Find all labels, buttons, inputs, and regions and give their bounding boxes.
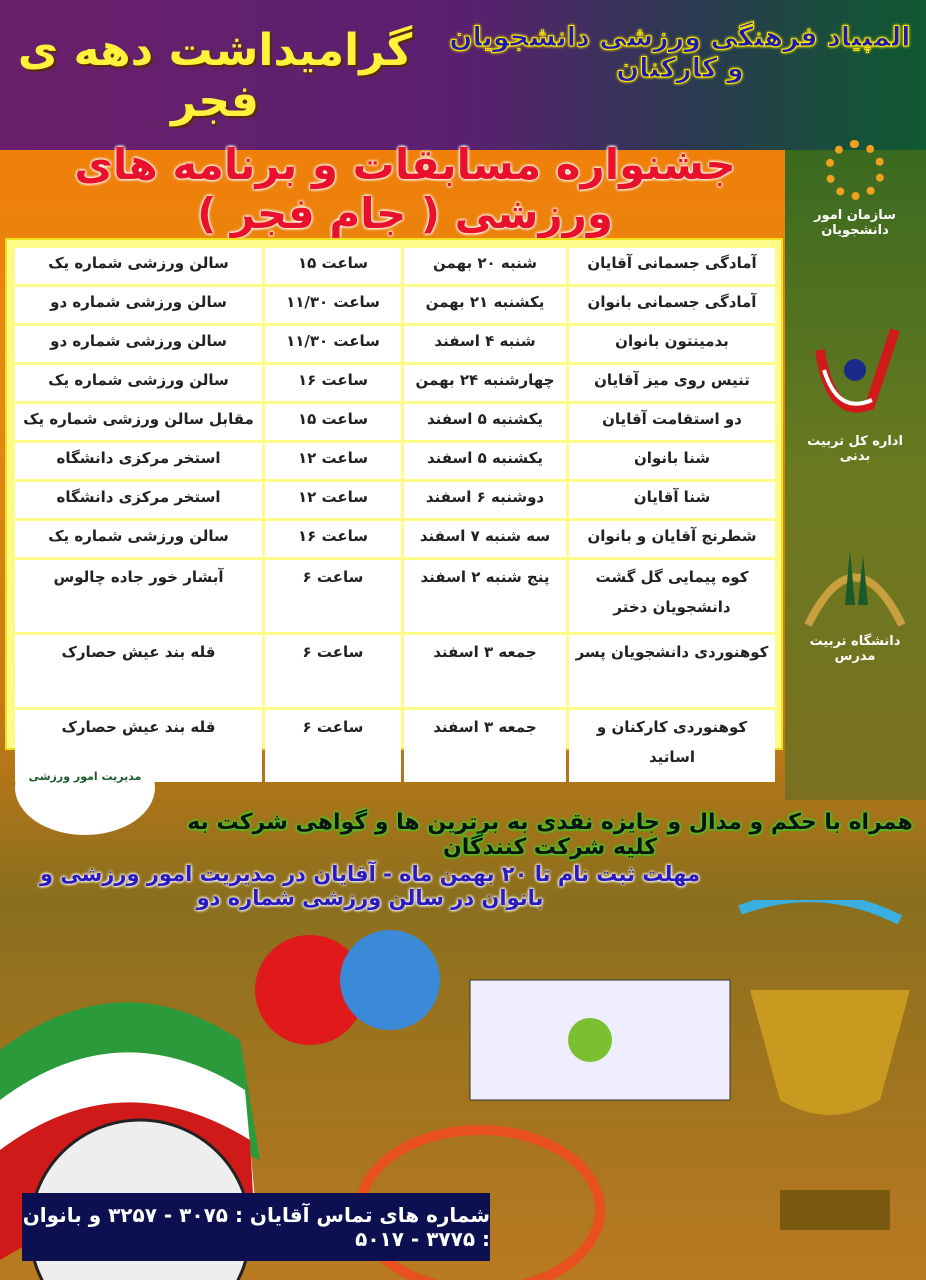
cell-place: قله بند عیش حصارک [15,710,262,782]
schedule-table [5,238,783,766]
cell-place: سالن ورزشی شماره یک [15,248,262,284]
cell-event: کوهنوردی کارکنان و اساتید [569,710,775,782]
fajr-title: گرامیداشت دهه ی فجر [17,25,413,127]
phys-ed-label: اداره کل تربیت بدنی [807,434,903,464]
cell-time: ساعت ۱۵ [265,404,401,440]
cell-date: جمعه ۳ اسفند [404,710,566,782]
cell-time: ساعت ۶ [265,635,401,707]
students-org-logo [790,140,920,238]
logo-column-background [785,150,926,800]
cell-event: بدمینتون بانوان [569,326,775,362]
cell-event: شنا بانوان [569,443,775,479]
table-row [15,482,775,518]
cell-date: سه شنبه ۷ اسفند [404,521,566,557]
cell-time: ساعت ۱۲ [265,482,401,518]
cell-time: ساعت ۶ [265,560,401,632]
tennis-ball-icon [568,1018,612,1062]
ping-pong-paddle-blue-icon [340,930,440,1030]
table-row [15,287,775,323]
contact-numbers: شماره های تماس آقایان : ۳۰۷۵ - ۳۲۵۷ و بانوان : ۳۷۷۵ - ۵۰۱۷ [22,1193,490,1261]
table-row [15,521,775,557]
table-row [15,365,775,401]
table-row [15,404,775,440]
table-row [15,248,775,284]
cell-time: ساعت ۱۲ [265,443,401,479]
cell-place: استخر مرکزی دانشگاه [15,482,262,518]
university-label: دانشگاه تربیت مدرس [809,634,901,664]
cell-event: دو استقامت آقایان [569,404,775,440]
university-emblem-icon [800,530,910,630]
cell-date: یکشنبه ۵ اسفند [404,443,566,479]
cell-date: شنبه ۲۰ بهمن [404,248,566,284]
phys-ed-emblem-icon [810,320,900,430]
cell-event: شنا آقایان [569,482,775,518]
cell-time: ساعت ۱۶ [265,521,401,557]
sports-mgmt-label: مدیریت امور ورزشی [28,770,142,783]
cell-place: مقابل سالن ورزشی شماره یک [15,404,262,440]
festival-title: جشنواره مسابقات و برنامه های ورزشی ( جام فجر ) [74,140,736,238]
cell-time: ساعت ۱۱/۳۰ [265,287,401,323]
cell-event: آمادگی جسمانی آقایان [569,248,775,284]
cell-event: آمادگی جسمانی بانوان [569,287,775,323]
cell-event: تنیس روی میز آقایان [569,365,775,401]
cell-date: شنبه ۴ اسفند [404,326,566,362]
swimmer-splash-icon [740,900,900,920]
sun-emblem-icon [825,140,885,200]
cell-date: یکشنبه ۵ اسفند [404,404,566,440]
prizes-text: همراه با حکم و مدال و جایزه نقدی به برترین ها و گواهی شرکت به کلیه شرکت کنندگان [187,810,913,860]
cell-place: سالن ورزشی شماره یک [15,521,262,557]
cell-date: دوشنبه ۶ اسفند [404,482,566,518]
cell-time: ساعت ۱۱/۳۰ [265,326,401,362]
trophy-icon [750,990,910,1115]
cell-place: سالن ورزشی شماره دو [15,287,262,323]
cell-place: سالن ورزشی شماره یک [15,365,262,401]
cell-date: یکشنبه ۲۱ بهمن [404,287,566,323]
cell-date: چهارشنبه ۲۴ بهمن [404,365,566,401]
cell-place: آبشار خور جاده چالوس [15,560,262,632]
cell-place: قله بند عیش حصارک [15,635,262,707]
cell-date: پنج شنبه ۲ اسفند [404,560,566,632]
cell-place: سالن ورزشی شماره دو [15,326,262,362]
cell-event: کوهنوردی دانشجویان پسر [569,635,775,707]
cell-time: ساعت ۶ [265,710,401,782]
students-org-label: سازمان امور دانشجویان [814,208,896,238]
phys-ed-logo [795,320,915,464]
olympiad-title: المپیاد فرهنگی ورزشی دانشجویان و کارکنان [449,22,911,84]
table-row [15,635,775,707]
table-row [15,443,775,479]
cell-time: ساعت ۱۶ [265,365,401,401]
cell-place: استخر مرکزی دانشگاه [15,443,262,479]
cell-event: شطرنج آقایان و بانوان [569,521,775,557]
registration-text: مهلت ثبت نام تا ۲۰ بهمن ماه - آقایان در مدیریت امور ورزشی و بانوان در سالن ورزشی شماره دو [40,862,700,910]
cell-time: ساعت ۱۵ [265,248,401,284]
sports-mgmt-logo [15,740,155,835]
table-row [15,560,775,632]
table-row [15,326,775,362]
trophy-base [780,1190,890,1230]
cell-event: کوه پیمایی گل گشت دانشجویان دختر [569,560,775,632]
cell-date: جمعه ۳ اسفند [404,635,566,707]
university-logo [795,530,915,664]
